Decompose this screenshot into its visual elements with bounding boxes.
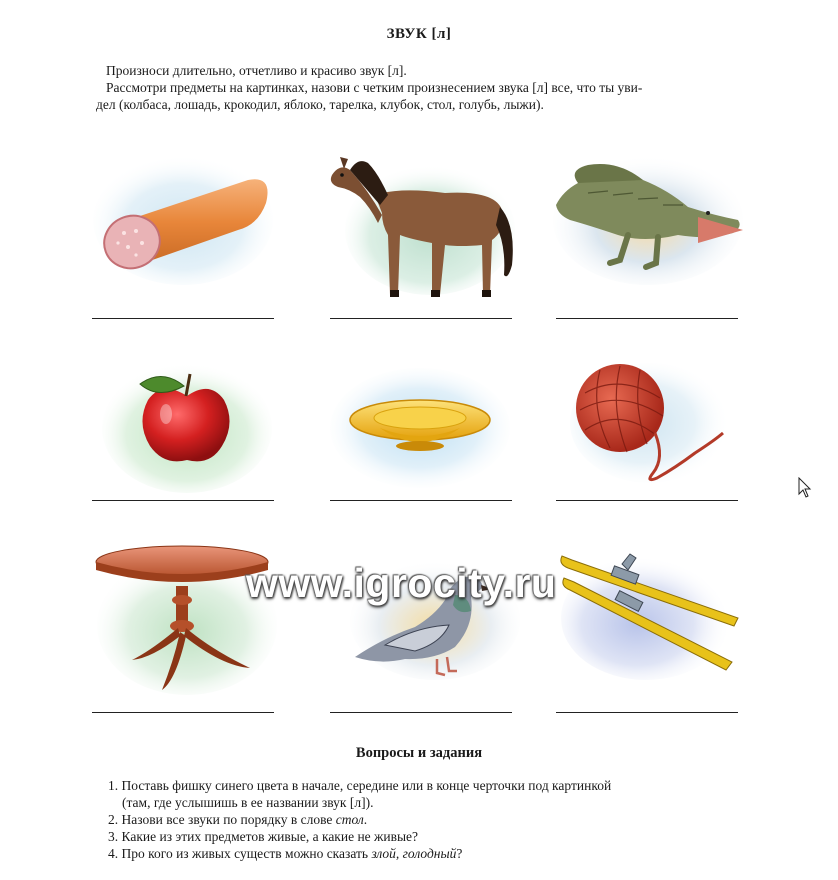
skis-icon [556,548,746,688]
answer-line [330,318,512,319]
horse-icon [320,135,520,315]
answer-line [556,500,738,501]
intro-line-2: Рассмотри предметы на картинках, назови с четким произнесением звука [л] все, что ты уви- [106,80,643,95]
questions-list [108,777,748,862]
question-4-text: 4. Про кого из живых существ можно сказать [108,846,372,861]
watermark-text: www.igrocity.ru [246,560,557,606]
picture-apple [92,348,282,528]
question-3 [108,828,748,845]
picture-crocodile [548,135,738,315]
answer-line [92,500,274,501]
question-2 [108,811,748,828]
picture-sausage [88,135,278,315]
answer-line [556,318,738,319]
question-1-text: 1. Поставь фишку синего цвета в начале, середине или в конце черточки под картинкой [108,778,612,793]
picture-yarn-ball [565,348,755,528]
question-1 [108,777,748,794]
answer-line [330,712,512,713]
answer-line [92,712,274,713]
question-1-text-cont: (там, где услышишь в ее названии звук [л]). [122,795,374,810]
page-title: ЗВУК [л] [386,26,452,42]
question-1-continuation [108,794,748,811]
yarn-ball-icon [565,348,755,498]
plate-icon [325,348,515,508]
picture-horse [320,135,510,315]
question-2-end: . [363,812,368,827]
question-2-text: 2. Назови все звуки по порядку в слове [108,812,336,827]
question-4-words: злой, голодный [371,846,457,861]
answer-line [330,500,512,501]
question-4 [108,845,748,862]
question-4-end: ? [456,846,463,861]
mouse-cursor-icon [798,477,812,499]
intro-line-3: дел (колбаса, лошадь, крокодил, яблоко, тарелка, клубок, стол, голубь, лыжи). [96,97,544,112]
sausage-icon [88,135,278,315]
answer-line [556,712,738,713]
question-3-text: 3. Какие из этих предметов живые, а какие не живые? [108,829,419,844]
picture-plate [325,348,515,528]
intro-text [96,62,746,113]
picture-skis [556,548,746,728]
questions-title: Вопросы и задания [355,745,483,761]
question-2-word: стол [335,812,364,827]
intro-line-1: Произноси длительно, отчетливо и красиво звук [л]. [106,63,407,78]
answer-line [92,318,274,319]
crocodile-icon [548,135,748,315]
apple-icon [92,348,282,508]
